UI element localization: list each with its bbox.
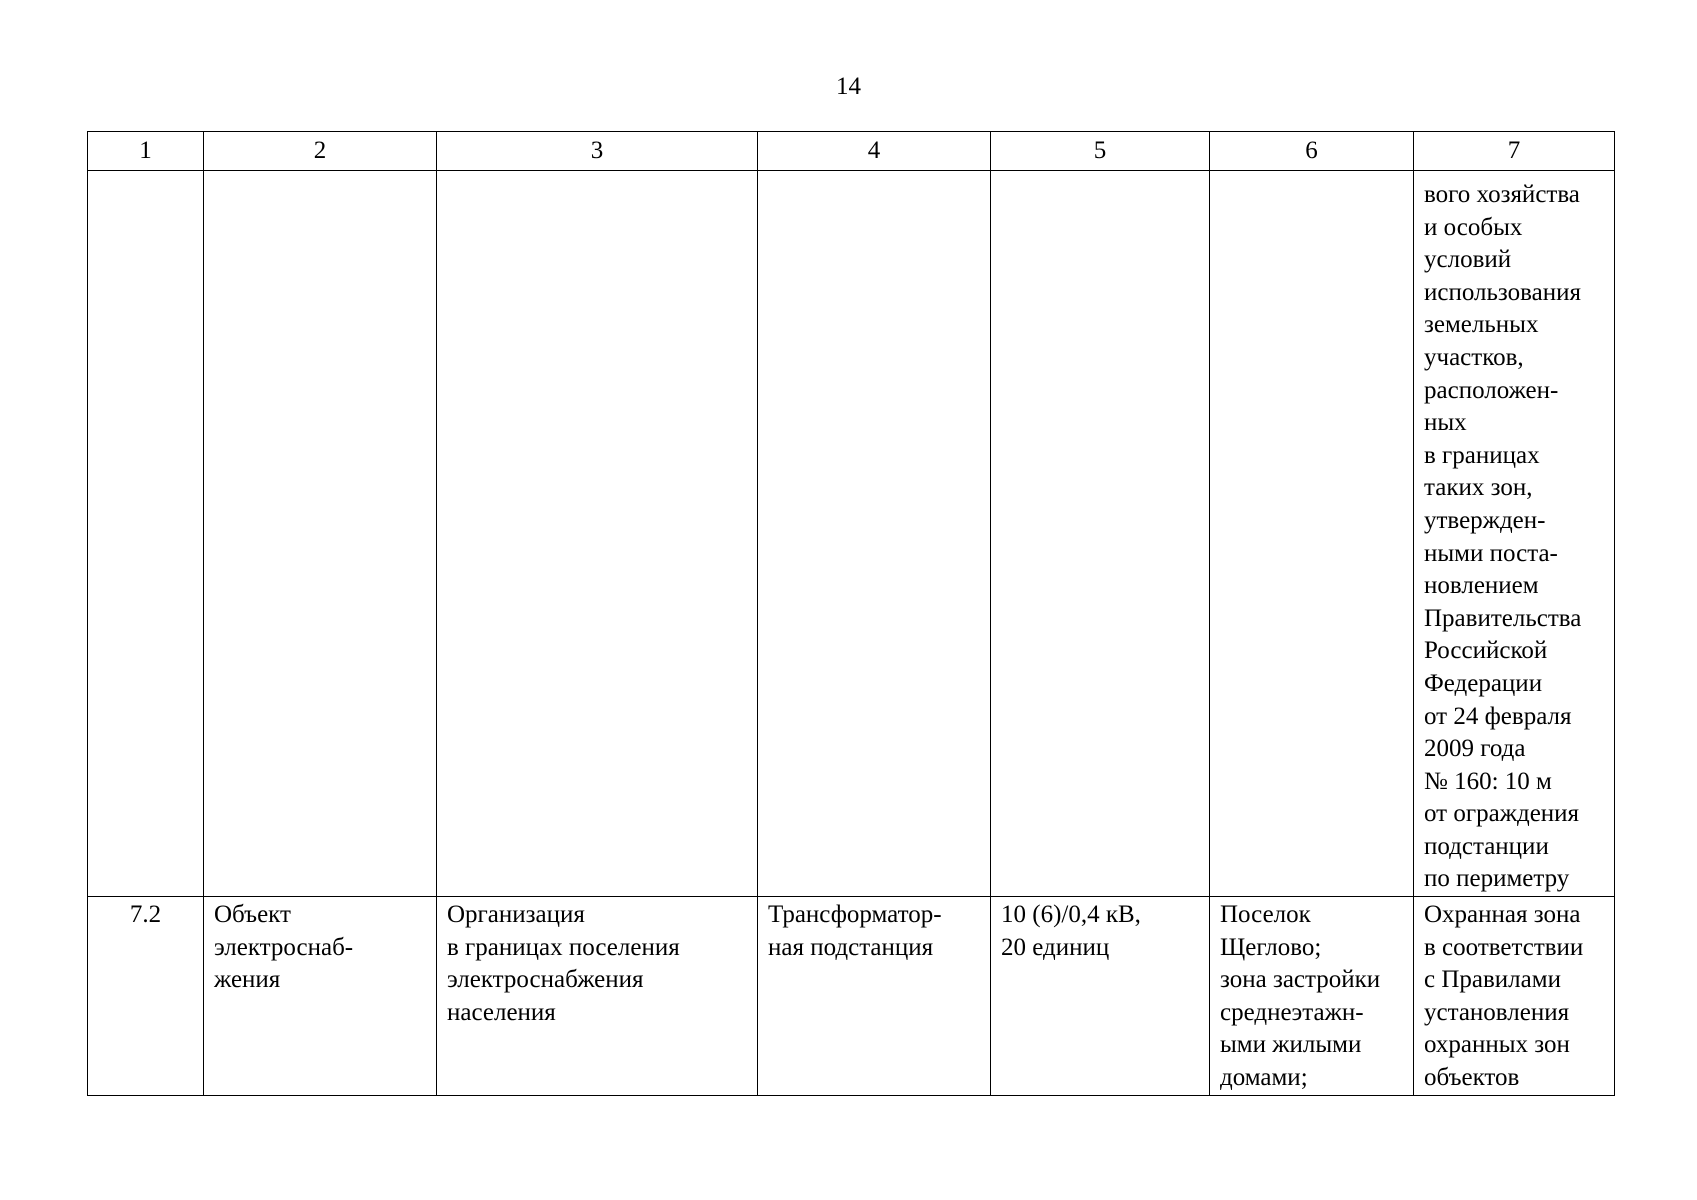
cell-line: охранных зон	[1424, 1031, 1570, 1059]
header-cell: 5	[991, 132, 1210, 171]
header-cell: 6	[1210, 132, 1414, 171]
cell-line: Охранная зона	[1424, 901, 1581, 929]
header-cell: 1	[88, 132, 204, 171]
cell-line: домами;	[1220, 1064, 1308, 1092]
cell-line: № 160: 10 м	[1424, 767, 1552, 795]
protection-zone-cell	[1414, 897, 1615, 1096]
table-cell	[991, 171, 1210, 897]
cell-line: 10 (6)/0,4 кВ,	[1001, 901, 1141, 929]
header-cell: 7	[1414, 132, 1615, 171]
cell-line: ными поста-	[1424, 539, 1558, 567]
cell-line: от 24 февраля	[1424, 702, 1572, 730]
cell-line: земельных	[1424, 311, 1539, 339]
cell-line: ыми жилыми	[1220, 1031, 1362, 1059]
cell-line: в соответствии	[1424, 933, 1584, 961]
cell-line: Трансформатор-	[768, 901, 942, 929]
cell-line: вого хозяйства	[1424, 181, 1580, 208]
cell-line: расположен-	[1424, 376, 1559, 404]
document-table	[87, 131, 1615, 1096]
header-cell: 4	[758, 132, 991, 171]
row-number: 7.2	[129, 901, 162, 929]
cell-line: ных	[1424, 409, 1467, 437]
cell-line: новлением	[1424, 572, 1539, 600]
row-number-cell	[88, 897, 204, 1096]
cell-line: по периметру	[1424, 865, 1570, 893]
cell-line: таких зон,	[1424, 474, 1533, 502]
cell-line: установления	[1424, 998, 1570, 1026]
cell-line: и особых	[1424, 213, 1523, 241]
cell-line: с Правилами	[1424, 966, 1561, 994]
cell-line: от ограждения	[1424, 800, 1580, 828]
cell-line: Организация	[447, 901, 585, 929]
cell-line: 2009 года	[1424, 735, 1526, 763]
object-type-cell	[204, 897, 437, 1096]
cell-line: Щеглово;	[1220, 933, 1322, 961]
cell-line: электроснабжения	[447, 966, 644, 994]
table-cell	[204, 171, 437, 897]
characteristics-cell	[991, 897, 1210, 1096]
page-number: 14	[836, 73, 861, 100]
location-cell	[1210, 897, 1414, 1096]
cell-line: электроснаб-	[214, 933, 354, 961]
cell-line: участков,	[1424, 343, 1524, 371]
header-cell: 3	[437, 132, 758, 171]
cell-line: объектов	[1424, 1064, 1520, 1092]
purpose-cell	[437, 897, 758, 1096]
cell-line: Федерации	[1424, 669, 1543, 697]
cell-line: среднеэтажн-	[1220, 998, 1364, 1026]
table-row-continuation	[88, 171, 1615, 897]
table-row-7-2	[88, 897, 1615, 1096]
header-cell: 2	[204, 132, 437, 171]
table-cell-protection-zone	[1414, 171, 1615, 897]
cell-line: в границах поселения	[447, 933, 680, 961]
cell-line: жения	[214, 966, 281, 994]
cell-line: зона застройки	[1220, 966, 1381, 994]
table-cell	[1210, 171, 1414, 897]
cell-line: Объект	[214, 901, 291, 929]
cell-line: населения	[447, 998, 556, 1026]
cell-line: 20 единиц	[1001, 933, 1110, 961]
cell-line: условий	[1424, 246, 1512, 274]
cell-line: утвержден-	[1424, 506, 1546, 534]
table-header-row	[88, 132, 1615, 171]
table-cell	[88, 171, 204, 897]
cell-line: Правительства	[1424, 604, 1582, 632]
cell-line: в границах	[1424, 441, 1540, 469]
cell-line: ная подстанция	[768, 933, 934, 961]
table-cell	[758, 171, 991, 897]
cell-line: использования	[1424, 278, 1581, 306]
cell-line: подстанции	[1424, 832, 1549, 860]
object-name-cell	[758, 897, 991, 1096]
cell-line: Российской	[1424, 637, 1548, 665]
table-cell	[437, 171, 758, 897]
cell-line: Поселок	[1220, 901, 1311, 929]
